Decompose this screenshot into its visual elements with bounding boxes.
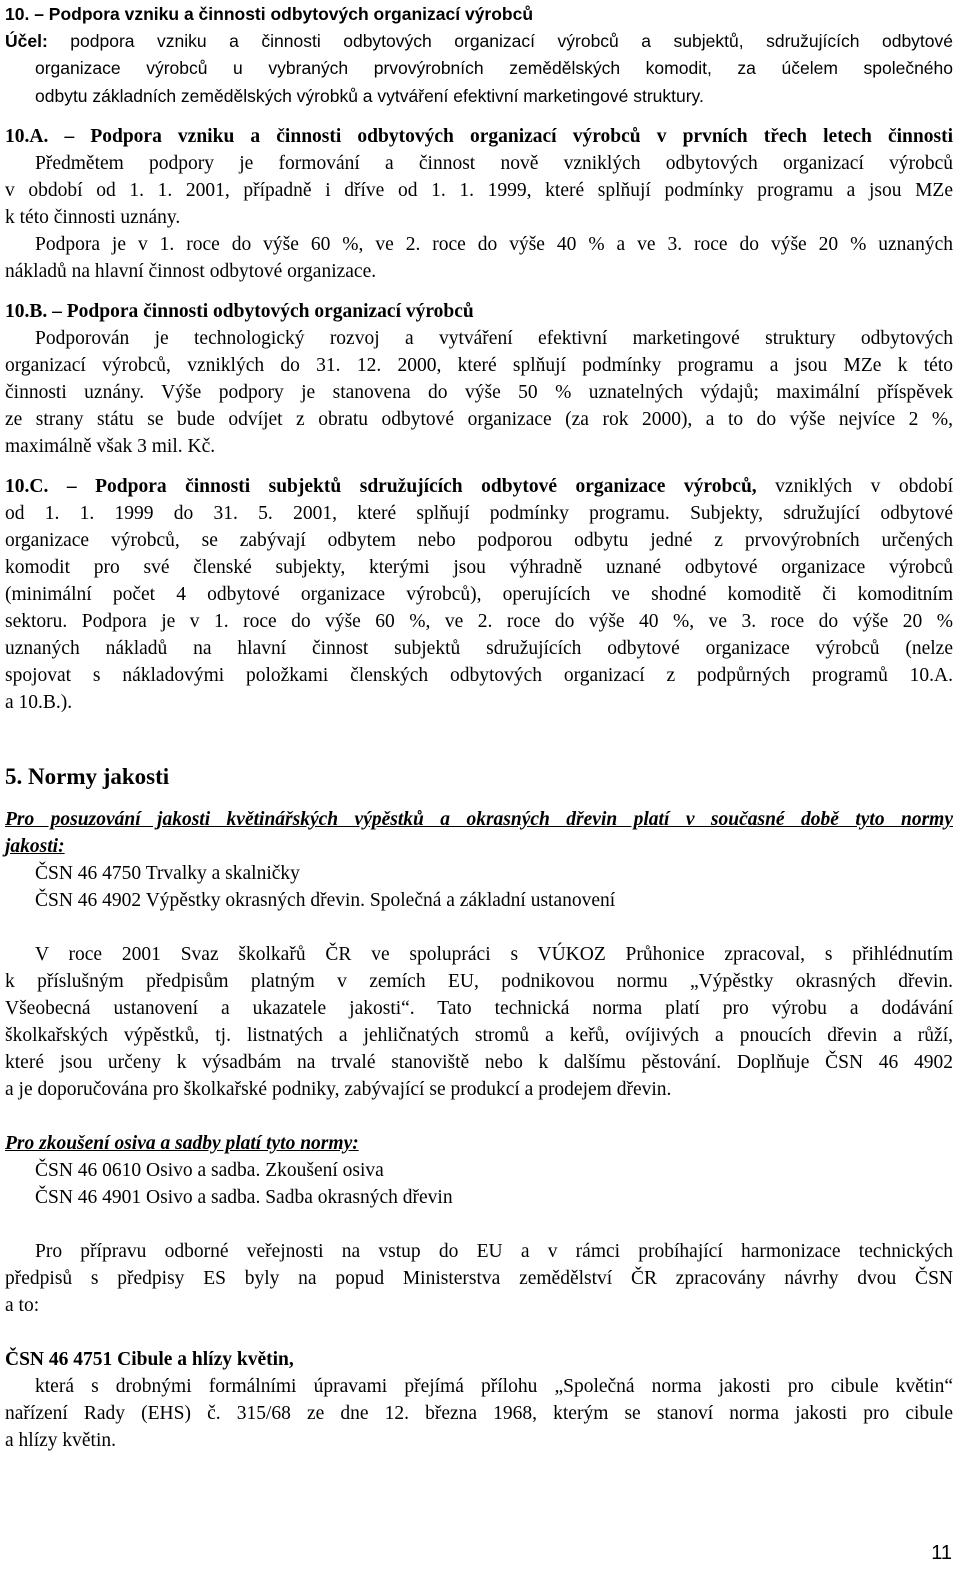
section-5-paragraph-line: školkařských výpěstků, tj. listnatých a jehličnatých stromů a keřů, ovíjivých a pnoucích dřevin a růží, [5, 1025, 953, 1046]
norm-item: ČSN 46 4902 Výpěstky okrasných dřevin. Společná a základní ustanovení [35, 890, 616, 911]
section-10a-line: v období od 1. 1. 2001, případně i dříve od 1. 1. 1999, které splňují podmínky programu a jsou MZe [5, 180, 953, 201]
section-10b-line: činnosti uznány. Výše podpory je stanovena do výše 50 % uznatelných výdajů; maximální příspěvek [5, 382, 953, 403]
section-10c-line: organizace výrobců, se zabývají odbytem nebo podporou odbytu jedné z prvovýrobních určených [5, 530, 953, 551]
bulb-norm-title: ČSN 46 4751 Cibule a hlízy květin, [5, 1349, 294, 1370]
section-5-title: 5. Normy jakosti [5, 764, 170, 789]
section-10a-heading: 10.A. – Podpora vzniku a činnosti odbytových organizací výrobců v prvních třech letech činnosti [5, 126, 953, 147]
section-10c-line: od 1. 1. 1999 do 31. 5. 2001, které splňují podmínky programu. Subjekty, sdružující odbytové [5, 503, 953, 524]
seed-norms-intro: Pro zkoušení osiva a sadby platí tyto normy: [5, 1133, 359, 1154]
section-10b-label: 10.B. [5, 301, 48, 322]
section-10c-line: sektoru. Podpora je v 1. roce do výše 60 %, ve 2. roce do výše 40 %, ve 3. roce do výše 20 % [5, 611, 953, 632]
harmonization-line: Pro přípravu odborné veřejnosti na vstup do EU a v rámci probíhající harmonizace technických [35, 1241, 953, 1262]
section-10-purpose-line [5, 28, 953, 55]
section-10a-line: Předmětem podpory je formování a činnost nově vzniklých odbytových organizací výrobců [35, 153, 953, 174]
section-10b-heading [5, 298, 953, 325]
section-10c-line: a 10.B.). [5, 692, 73, 713]
section-10a-line: nákladů na hlavní činnost odbytové organizace. [5, 261, 377, 282]
bulb-norm-line: a hlízy květin. [5, 1430, 117, 1451]
section-10a-line: k této činnosti uznány. [5, 207, 181, 228]
harmonization-line: a to: [5, 1295, 40, 1316]
section-10c-line: (minimální počet 4 odbytové organizace výrobců), operujících ve shodné komoditě či komoditním [5, 584, 953, 605]
section-10c-line: uznaných nákladů na hlavní činnost subjektů sdružujících odbytové organizace výrobců (nelze [5, 638, 953, 659]
section-10-purpose-line: odbytu základních zemědělských výrobků a vytváření efektivní marketingové struktury. [35, 86, 704, 106]
section-10c-title: – Podpora činnosti subjektů sdružujících odbytové organizace výrobců, [48, 476, 757, 497]
section-10c-first-rest: vzniklých v období [756, 476, 953, 497]
section-5-paragraph-line: k příslušným předpisům platným v zemích EU, podnikovou normu „Výpěstky okrasných dřevin. [5, 971, 953, 992]
norm-item: ČSN 46 4750 Trvalky a skalničky [35, 863, 300, 884]
section-5-paragraph-line: a je doporučována pro školkařské podniky, zabývající se produkcí a prodejem dřevin. [5, 1079, 672, 1100]
section-10c-line: komodit pro své členské subjekty, kterými jsou výhradně uznané odbytové organizace výrobců [5, 557, 953, 578]
section-10b-line: ze strany státu se bude odvíjet z obratu odbytové organizace (za rok 2000), a to do výše nejvíce 2 %, [5, 409, 953, 430]
page-number: 11 [931, 1542, 952, 1564]
section-5-paragraph-line: V roce 2001 Svaz školkařů ČR ve spolupráci s VÚKOZ Průhonice zpracoval, s přihlédnutím [35, 944, 953, 965]
section-10c-line: spojovat s nákladovými položkami členských odbytových organizací z podpůrných programů 10.A. [5, 665, 953, 686]
section-10b-line: organizací výrobců, vzniklých do 31. 12. 2000, které splňují podmínky programu a jsou MZe k této [5, 355, 953, 376]
section-10b-line: maximálně však 3 mil. Kč. [5, 436, 216, 457]
section-5-intro-line: Pro posuzování jakosti květinářských výpěstků a okrasných dřevin platí v současné době tyto normy [5, 809, 953, 830]
section-5-paragraph-line: které jsou určeny k výsadbám na trvalé stanoviště nebo k dalšímu pěstování. Doplňuje ČSN 46 4902 [5, 1052, 953, 1073]
seed-norm-item: ČSN 46 4901 Osivo a sadba. Sadba okrasných dřevin [35, 1187, 453, 1208]
section-5-intro-line: jakosti: [5, 836, 65, 857]
section-10-title: 10. – Podpora vzniku a činnosti odbytových organizací výrobců [5, 4, 534, 24]
section-10c-heading [5, 473, 953, 500]
bulb-norm-line: která s drobnými formálními úpravami přejímá přílohu „Společná norma jakosti pro cibule květin“ [35, 1376, 953, 1397]
section-10a-line: Podpora je v 1. roce do výše 60 %, ve 2. roce do výše 40 % a ve 3. roce do výše 20 % uznaných [35, 234, 953, 255]
harmonization-line: předpisů s předpisy ES byly na popud Ministerstva zemědělství ČR zpracovány návrhy dvou ČSN [5, 1268, 953, 1289]
purpose-text: podpora vzniku a činnosti odbytových organizací výrobců a subjektů, sdružujících odbytové [47, 31, 953, 51]
section-10b-title: – Podpora činnosti odbytových organizací výrobců [47, 301, 474, 322]
section-5-paragraph-line: Všeobecná ustanovení a ukazatele jakosti“. Tato technická norma platí pro výrobu a dodávání [5, 998, 953, 1019]
purpose-label: Účel: [5, 31, 48, 51]
section-10-purpose-line: organizace výrobců u vybraných prvovýrobních zemědělských komodit, za účelem společného [35, 58, 953, 78]
section-10b-line: Podporován je technologický rozvoj a vytváření efektivní marketingové struktury odbytových [35, 328, 953, 349]
bulb-norm-line: nařízení Rady (EHS) č. 315/68 ze dne 12. března 1968, kterým se stanoví norma jakosti pro cibule [5, 1403, 953, 1424]
seed-norm-item: ČSN 46 0610 Osivo a sadba. Zkoušení osiva [35, 1160, 384, 1181]
section-10c-label: 10.C. [5, 476, 49, 497]
